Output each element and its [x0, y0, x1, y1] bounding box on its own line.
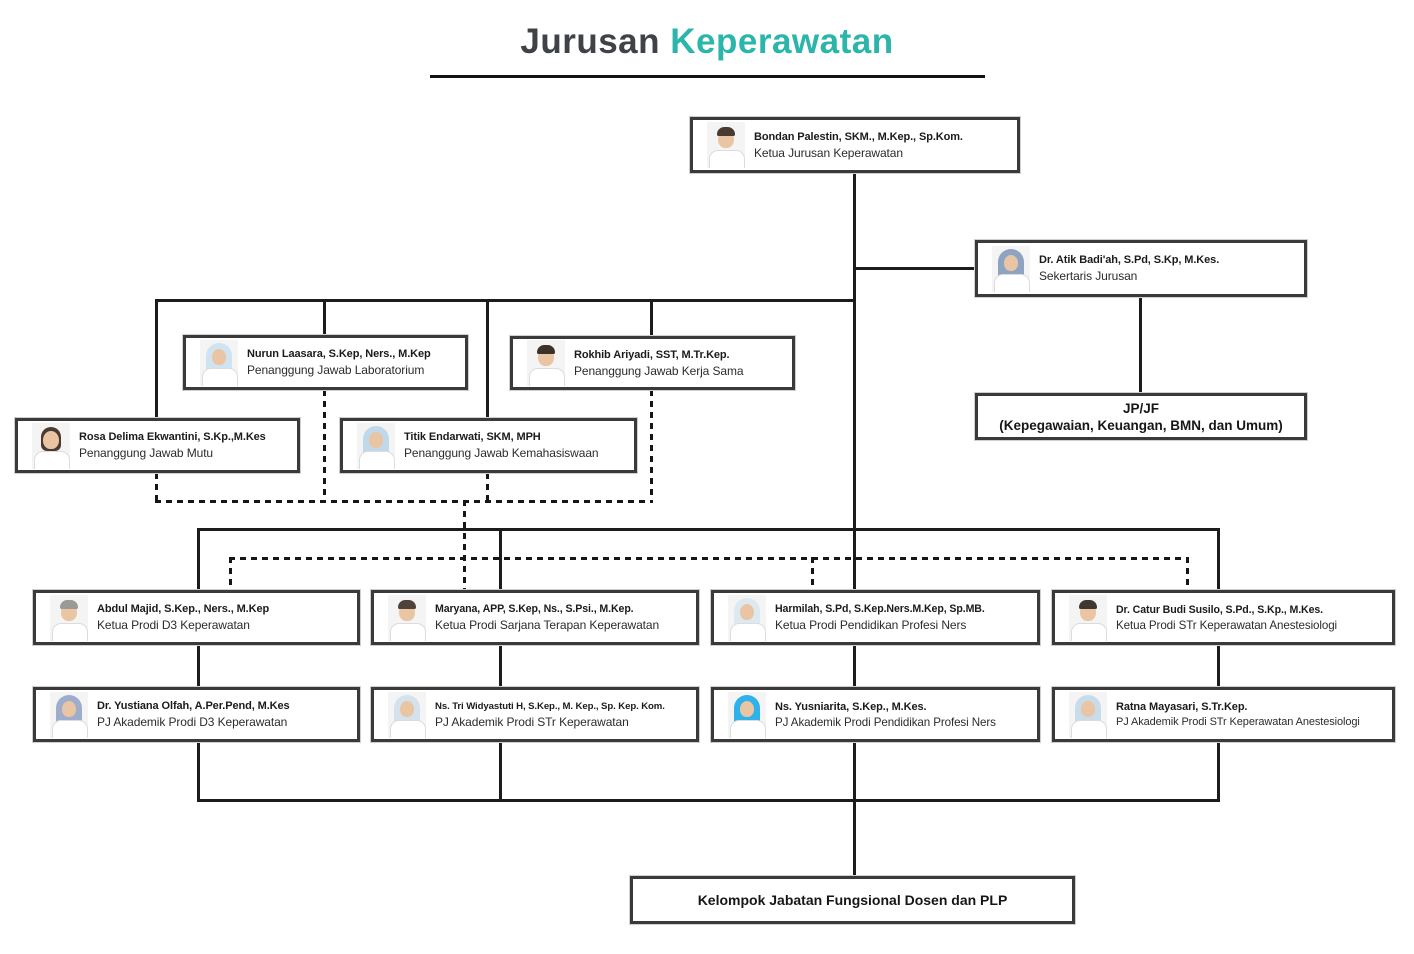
person-role: Penanggung Jawab Kemahasiswaan — [404, 446, 599, 460]
dashed-to-catur — [1186, 557, 1189, 590]
dashed-to-harmilah — [811, 557, 814, 590]
connector-bottom-horizontal — [197, 799, 1220, 802]
connector-tri-down — [499, 742, 502, 802]
connector-ketua-row-horizontal — [197, 528, 1220, 531]
connector-catur-ratna — [1217, 645, 1220, 687]
person-name: Ns. Yusniarita, S.Kep., M.Kes. — [775, 700, 927, 713]
connector-harmilah-yusniarita — [853, 645, 856, 687]
org-box-pj-kerja-sama — [510, 336, 795, 390]
person-name: Bondan Palestin, SKM., M.Kep., Sp.Kom. — [754, 130, 963, 143]
connector-to-rosa — [155, 299, 158, 418]
dashed-pj-horizontal — [155, 500, 653, 503]
org-box-pj-akademik-d3 — [33, 687, 360, 742]
person-photo — [728, 692, 766, 738]
connector-to-rokhib — [650, 299, 653, 336]
dashed-center-vertical — [463, 500, 466, 590]
person-photo — [728, 595, 766, 641]
org-box-jpjf — [975, 393, 1307, 440]
person-role: PJ Akademik Prodi STr Keperawatan — [435, 714, 629, 729]
person-role: Ketua Prodi STr Keperawatan Anestesiologi — [1116, 618, 1338, 632]
org-box-sekretaris-jurusan — [975, 240, 1307, 297]
dashed-nurun-down — [323, 390, 326, 503]
org-box-pj-mutu — [15, 418, 300, 473]
person-name: Abdul Majid, S.Kep., Ners., M.Kep — [97, 603, 270, 615]
org-box-pj-laboratorium — [183, 335, 468, 390]
jpjf-line1: JP/JF — [1122, 400, 1160, 416]
dashed-rosa-down — [155, 473, 158, 503]
connector-pj-row-horizontal — [155, 299, 855, 302]
person-photo — [200, 340, 238, 386]
person-photo — [50, 692, 88, 738]
person-name: Maryana, APP, S.Kep, Ns., S.Psi., M.Kep. — [435, 603, 634, 615]
connector-to-kelompok — [853, 799, 856, 877]
title-part-2: Keperawatan — [670, 22, 894, 61]
person-photo — [388, 595, 426, 641]
person-role: Penanggung Jawab Laboratorium — [247, 363, 425, 377]
title-part-1: Jurusan — [520, 22, 661, 61]
connector-yustiana-down — [197, 742, 200, 802]
connector-to-titik — [486, 299, 489, 418]
person-name: Titik Endarwati, SKM, MPH — [404, 431, 541, 443]
person-role: Penanggung Jawab Mutu — [79, 446, 214, 460]
org-box-kaprodi-d3 — [33, 590, 360, 645]
org-box-pj-akademik-str — [371, 687, 699, 742]
connector-to-abdul — [197, 528, 200, 590]
dashed-titik-down — [486, 473, 489, 503]
person-photo — [50, 595, 88, 641]
person-photo — [32, 423, 70, 469]
person-role: Ketua Prodi Pendidikan Profesi Ners — [775, 618, 967, 632]
org-box-pj-kemahasiswaan — [340, 418, 637, 473]
connector-ratna-down — [1217, 742, 1220, 802]
person-photo — [1069, 692, 1107, 738]
person-name: Ratna Mayasari, S.Tr.Kep. — [1116, 701, 1248, 713]
person-role: PJ Akademik Prodi STr Keperawatan Anestesiologi — [1116, 716, 1360, 728]
org-box-ketua-jurusan — [690, 117, 1020, 173]
connector-to-nurun — [323, 299, 326, 335]
person-photo — [992, 246, 1030, 292]
person-role: Ketua Prodi Sarjana Terapan Keperawatan — [435, 618, 660, 632]
person-name: Rokhib Ariyadi, SST, M.Tr.Kep. — [574, 348, 730, 361]
connector-abdul-yustiana — [197, 645, 200, 687]
person-name: Nurun Laasara, S.Kep, Ners., M.Kep — [247, 348, 431, 360]
title-underline — [430, 75, 985, 78]
org-box-pj-akademik-profesi-ners — [711, 687, 1040, 742]
connector-maryana-tri — [499, 645, 502, 687]
person-role: Ketua Prodi D3 Keperawatan — [97, 618, 250, 632]
dashed-rokhib-down — [650, 390, 653, 503]
connector-yusniarita-down — [853, 742, 856, 802]
person-name: Harmilah, S.Pd, S.Kep.Ners.M.Kep, Sp.MB. — [775, 603, 985, 615]
org-box-kaprodi-profesi-ners — [711, 590, 1040, 645]
person-photo — [357, 423, 395, 469]
person-photo — [707, 122, 745, 168]
person-role: Sekertaris Jurusan — [1039, 269, 1138, 283]
person-name: Dr. Yustiana Olfah, A.Per.Pend, M.Kes — [97, 700, 290, 712]
person-photo — [388, 692, 426, 738]
person-role: Ketua Jurusan Keperawatan — [754, 145, 903, 160]
kelompok-label: Kelompok Jabatan Fungsional Dosen dan PLP — [697, 892, 1008, 908]
connector-to-catur — [1217, 528, 1220, 590]
org-box-kelompok-fungsional — [630, 876, 1075, 924]
connector-to-sekretaris — [853, 267, 975, 270]
person-role: PJ Akademik Prodi D3 Keperawatan — [97, 715, 288, 729]
connector-sekretaris-jpjf — [1139, 297, 1142, 393]
person-name: Ns. Tri Widyastuti H, S.Kep., M. Kep., Sp. Kep. Kom. — [435, 700, 665, 712]
dashed-ketua-horizontal — [229, 557, 1188, 560]
page-title — [0, 22, 1414, 62]
org-box-pj-akademik-anestesiologi — [1052, 687, 1395, 742]
person-name: Dr. Catur Budi Susilo, S.Pd., S.Kp., M.Kes. — [1116, 603, 1324, 616]
person-name: Dr. Atik Badi'ah, S.Pd, S.Kp, M.Kes. — [1039, 254, 1220, 266]
person-photo — [1069, 595, 1107, 641]
dashed-to-abdul — [229, 557, 232, 590]
org-box-kaprodi-sarjana-terapan — [371, 590, 699, 645]
person-name: Rosa Delima Ekwantini, S.Kp.,M.Kes — [79, 431, 266, 443]
org-box-kaprodi-anestesiologi — [1052, 590, 1395, 645]
person-role: Penanggung Jawab Kerja Sama — [574, 363, 744, 378]
person-role: PJ Akademik Prodi Pendidikan Profesi Ners — [775, 715, 996, 729]
jpjf-line2: (Kepegawaian, Keuangan, BMN, dan Umum) — [999, 417, 1283, 433]
person-photo — [527, 340, 565, 386]
